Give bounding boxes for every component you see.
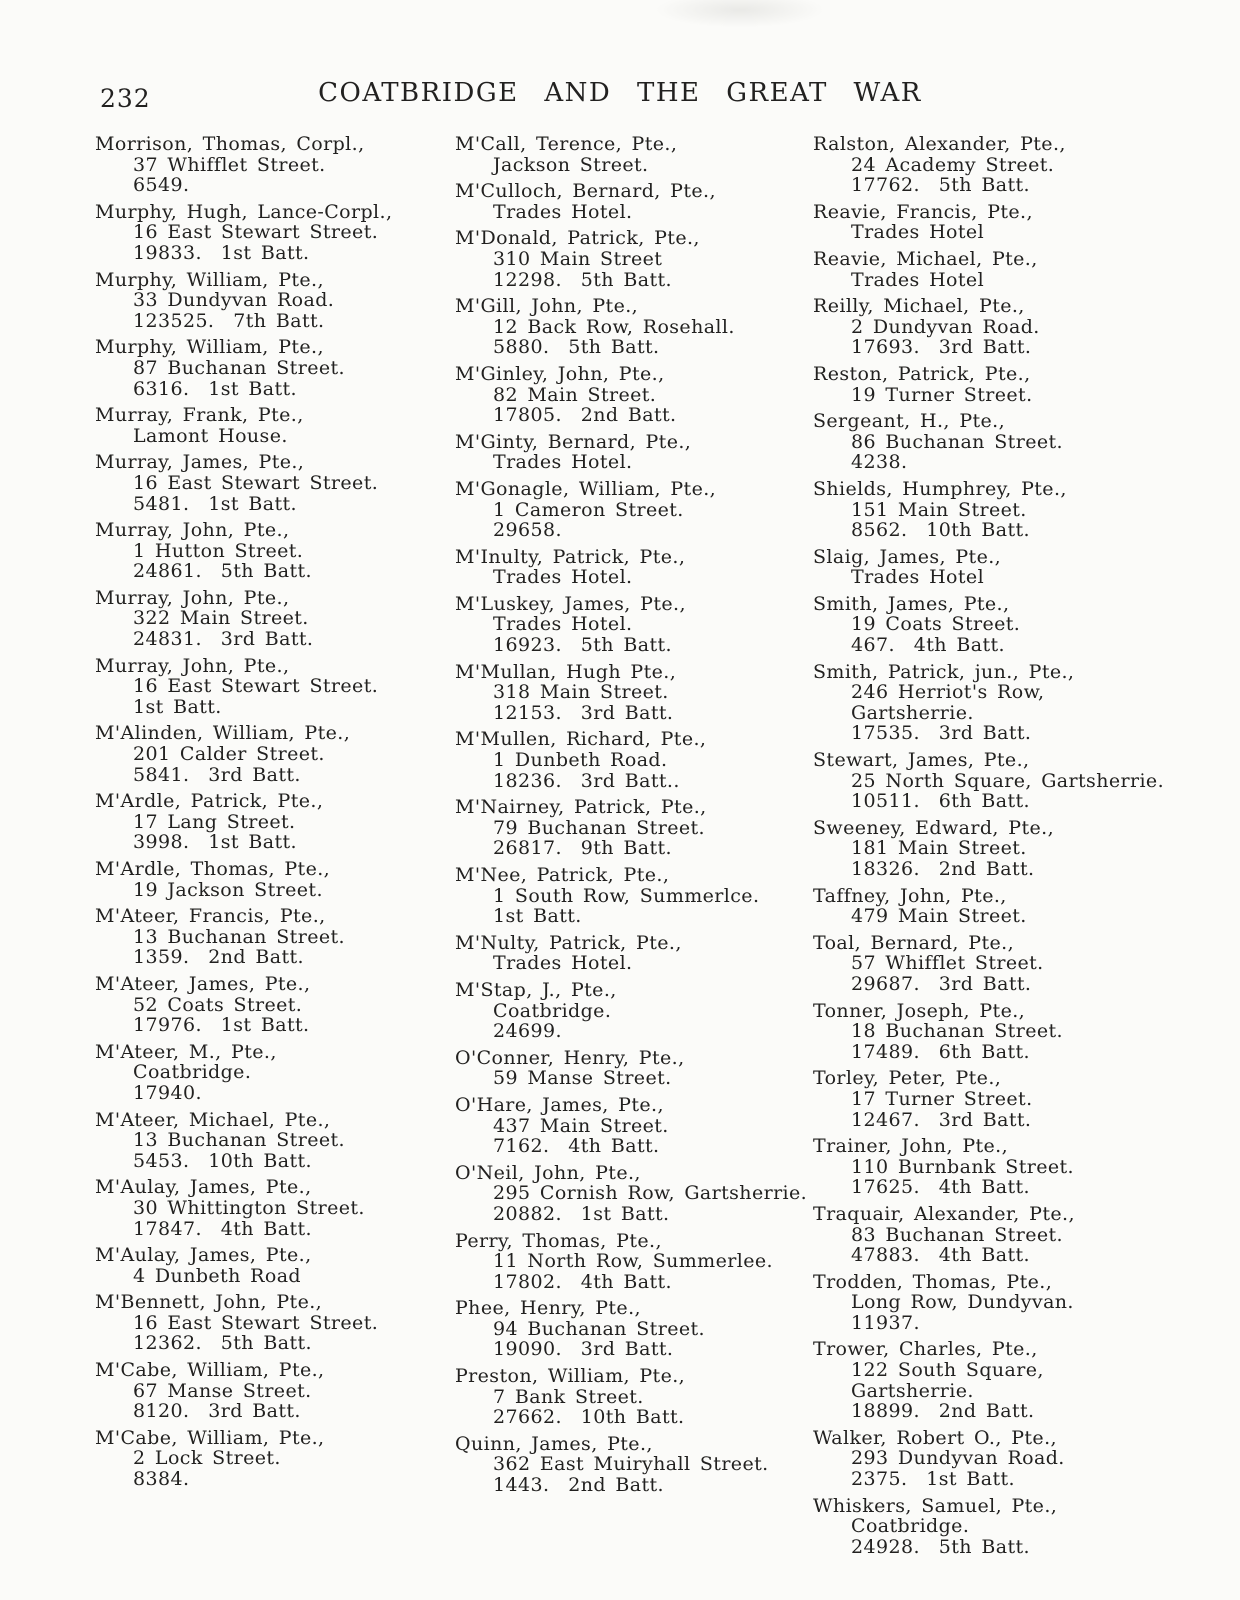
entry-detail-line: 123525. 7th Batt.: [133, 309, 325, 332]
entry-detail-line: Long Row, Dundyvan.: [851, 1291, 1074, 1314]
entry-detail-line: Trades Hotel.: [493, 566, 633, 589]
roll-entry: [95, 791, 455, 853]
entry-detail-line: 1443. 2nd Batt.: [493, 1474, 664, 1497]
entry-detail-line: Trades Hotel.: [493, 451, 633, 474]
entry-detail-line: 12298. 5th Batt.: [493, 268, 672, 291]
entry-detail-line: 110 Burnbank Street.: [851, 1155, 1074, 1178]
entry-detail-line: 2375. 1st Batt.: [851, 1468, 1015, 1491]
roll-entry: [455, 1048, 813, 1089]
entry-detail-line: 86 Buchanan Street.: [851, 430, 1063, 453]
roll-entry: [95, 202, 455, 264]
entry-detail-line: 16 East Stewart Street.: [133, 471, 379, 494]
roll-entry: [813, 134, 1170, 196]
entry-name-line: M'Ardle, Patrick, Pte.,: [95, 790, 324, 813]
entry-detail-line: 18 Buchanan Street.: [851, 1020, 1063, 1043]
entry-name-line: Reilly, Michael, Pte.,: [813, 295, 1025, 318]
roll-entry: [813, 364, 1170, 405]
entry-name-line: M'Ateer, M., Pte.,: [95, 1040, 277, 1063]
roll-entry: [813, 1204, 1170, 1266]
entry-name-line: M'Ardle, Thomas, Pte.,: [95, 858, 331, 880]
entry-detail-line: Trades Hotel.: [493, 952, 633, 975]
entry-name-line: Whiskers, Samuel, Pte.,: [813, 1494, 1058, 1517]
roll-column-3: [813, 134, 1170, 1563]
entry-detail-line: 1359. 2nd Batt.: [133, 946, 304, 969]
entry-detail-line: 8562. 10th Batt.: [851, 519, 1030, 542]
entry-detail-line: 6316. 1st Batt.: [133, 377, 297, 400]
entry-name-line: M'Nee, Patrick, Pte.,: [455, 864, 670, 886]
entry-detail-line: 82 Main Street.: [493, 383, 657, 406]
entry-name-line: Murphy, William, Pte.,: [95, 336, 324, 359]
entry-name-line: Sweeney, Edward, Pte.,: [813, 816, 1055, 839]
entry-name-line: Stewart, James, Pte.,: [813, 749, 1030, 772]
entry-name-line: Murphy, William, Pte.,: [95, 268, 324, 291]
entry-detail-line: 57 Whifflet Street.: [851, 952, 1044, 975]
entry-detail-line: 87 Buchanan Street.: [133, 356, 345, 379]
entry-detail-line: 1 South Row, Summerlce.: [493, 884, 760, 907]
entry-detail-line: 2 Lock Street.: [133, 1447, 281, 1470]
entry-name-line: Smith, James, Pte.,: [813, 592, 1010, 615]
entry-detail-line: 6549.: [133, 174, 190, 197]
roll-entry: [455, 228, 813, 290]
entry-detail-line: 67 Manse Street.: [133, 1379, 312, 1402]
roll-entry: [95, 859, 455, 900]
entry-name-line: M'Ginty, Bernard, Pte.,: [455, 430, 692, 453]
entry-detail-line: 322 Main Street.: [133, 607, 309, 630]
roll-entry: [455, 662, 813, 724]
roll-entry: [813, 1001, 1170, 1063]
entry-detail-line: 24831. 3rd Batt.: [133, 628, 314, 651]
roll-entry: [455, 547, 813, 588]
entry-name-line: Walker, Robert O., Pte.,: [813, 1426, 1057, 1449]
entry-name-line: M'Luskey, James, Pte.,: [455, 592, 686, 615]
entry-detail-line: 18326. 2nd Batt.: [851, 858, 1035, 880]
entry-name-line: M'Ateer, Michael, Pte.,: [95, 1108, 331, 1131]
roll-entry: [455, 1366, 813, 1428]
entry-detail-line: 479 Main Street.: [851, 905, 1027, 928]
entry-detail-line: 17693. 3rd Batt.: [851, 336, 1032, 359]
roll-entry: [813, 1136, 1170, 1198]
entry-name-line: M'Culloch, Bernard, Pte.,: [455, 180, 716, 203]
entry-detail-line: Coatbridge.: [133, 1061, 252, 1084]
entry-detail-line: 1 Cameron Street.: [493, 498, 684, 521]
roll-entry: [95, 1360, 455, 1422]
entry-detail-line: 17535. 3rd Batt.: [851, 722, 1032, 745]
roll-entry: [95, 1042, 455, 1104]
entry-name-line: O'Conner, Henry, Pte.,: [455, 1046, 685, 1069]
entry-detail-line: 19 Jackson Street.: [133, 878, 323, 901]
entry-name-line: Shields, Humphrey, Pte.,: [813, 477, 1067, 500]
entry-name-line: M'Inulty, Patrick, Pte.,: [455, 545, 686, 568]
roll-entry: [455, 980, 813, 1042]
entry-detail-line: 18899. 2nd Batt.: [851, 1400, 1035, 1423]
entry-detail-line: Trades Hotel: [851, 221, 985, 244]
entry-name-line: M'Aulay, James, Pte.,: [95, 1176, 312, 1199]
entry-name-line: M'Ateer, James, Pte.,: [95, 972, 311, 995]
roll-entry: [95, 405, 455, 446]
entry-detail-line: 29658.: [493, 519, 562, 542]
page-title: COATBRIDGE AND THE GREAT WAR: [318, 78, 922, 108]
roll-entry: [813, 249, 1170, 290]
roll-entry: [95, 1292, 455, 1354]
roll-entry: [813, 886, 1170, 927]
roll-entry: [95, 270, 455, 332]
entry-detail-line: 17940.: [133, 1081, 202, 1104]
entry-detail-line: 5841. 3rd Batt.: [133, 763, 301, 786]
entry-detail-line: 12 Back Row, Rosehall.: [493, 315, 735, 338]
entry-detail-line: 17 Turner Street.: [851, 1087, 1033, 1110]
roll-entry: [95, 520, 455, 582]
entry-detail-line: 10511. 6th Batt.: [851, 790, 1030, 813]
entry-detail-line: 362 East Muiryhall Street.: [493, 1453, 769, 1476]
entry-name-line: Reavie, Francis, Pte.,: [813, 200, 1033, 223]
entry-detail-line: 17847. 4th Batt.: [133, 1217, 312, 1240]
entry-name-line: Murray, John, Pte.,: [95, 586, 290, 609]
entry-detail-line: 17489. 6th Batt.: [851, 1040, 1030, 1063]
entry-detail-line: 19090. 3rd Batt.: [493, 1338, 674, 1361]
entry-detail-line: 33 Dundyvan Road.: [133, 289, 335, 312]
entry-name-line: M'Ginley, John, Pte.,: [455, 362, 665, 385]
entry-detail-line: 12153. 3rd Batt.: [493, 701, 674, 724]
entry-name-line: O'Neil, John, Pte.,: [455, 1161, 641, 1184]
entry-detail-line: 11937.: [851, 1311, 920, 1334]
entry-detail-line: 1st Batt.: [493, 905, 582, 928]
entry-detail-line: Coatbridge.: [851, 1515, 970, 1538]
entry-detail-line: 7 Bank Street.: [493, 1385, 644, 1408]
entry-name-line: Traquair, Alexander, Pte.,: [813, 1202, 1075, 1225]
entry-detail-line: 25 North Square, Gartsherrie.: [851, 769, 1165, 792]
entry-detail-line: 437 Main Street.: [493, 1114, 669, 1137]
entry-name-line: Murray, Frank, Pte.,: [95, 404, 304, 427]
roll-entry: [95, 1110, 455, 1172]
entry-detail-line: 20882. 1st Batt.: [493, 1202, 670, 1225]
roll-columns: [95, 134, 1170, 1563]
roll-entry: [455, 296, 813, 358]
entry-detail-line: 83 Buchanan Street.: [851, 1223, 1063, 1246]
entry-name-line: Toal, Bernard, Pte.,: [813, 931, 1015, 954]
entry-name-line: Trainer, John, Pte.,: [813, 1135, 1009, 1158]
entry-detail-line: 79 Buchanan Street.: [493, 816, 705, 839]
entry-detail-line: 12467. 3rd Batt.: [851, 1108, 1032, 1131]
entry-name-line: Ralston, Alexander, Pte.,: [813, 133, 1066, 155]
entry-name-line: Smith, Patrick, jun., Pte.,: [813, 660, 1075, 683]
roll-entry: [813, 1496, 1170, 1558]
entry-detail-line: 17 Lang Street.: [133, 810, 296, 833]
entry-name-line: M'Stap, J., Pte.,: [455, 978, 617, 1001]
entry-name-line: M'Gonagle, William, Pte.,: [455, 477, 717, 500]
entry-detail-line: 17625. 4th Batt.: [851, 1176, 1030, 1199]
roll-entry: [95, 723, 455, 785]
roll-entry: [455, 1163, 813, 1225]
entry-detail-line: 37 Whifflet Street.: [133, 153, 326, 176]
entry-name-line: M'Mullan, Hugh Pte.,: [455, 660, 677, 683]
roll-entry: [95, 1177, 455, 1239]
entry-name-line: Torley, Peter, Pte.,: [813, 1067, 1002, 1090]
roll-entry: [813, 547, 1170, 588]
entry-detail-line: 17976. 1st Batt.: [133, 1014, 310, 1037]
entry-name-line: M'Donald, Patrick, Pte.,: [455, 227, 700, 250]
roll-entry: [455, 933, 813, 974]
entry-detail-line: 8384.: [133, 1468, 190, 1491]
entry-detail-line: 27662. 10th Batt.: [493, 1406, 685, 1429]
entry-detail-line: 310 Main Street: [493, 247, 663, 270]
entry-detail-line: 3998. 1st Batt.: [133, 831, 297, 854]
entry-detail-line: 318 Main Street.: [493, 681, 669, 704]
entry-detail-line: 19 Turner Street.: [851, 383, 1033, 406]
roll-entry: [813, 662, 1170, 744]
entry-name-line: O'Hare, James, Pte.,: [455, 1093, 664, 1116]
entry-name-line: Morrison, Thomas, Corpl.,: [95, 133, 365, 155]
entry-detail-line: 295 Cornish Row, Gartsherrie.: [493, 1182, 808, 1205]
entry-detail-line: 29687. 3rd Batt.: [851, 972, 1032, 995]
entry-detail-line: 181 Main Street.: [851, 837, 1027, 860]
entry-detail-line: 7162. 4th Batt.: [493, 1135, 660, 1158]
roll-entry: [95, 588, 455, 650]
roll-entry: [95, 452, 455, 514]
roll-entry: [455, 364, 813, 426]
entry-detail-line: 47883. 4th Batt.: [851, 1244, 1030, 1267]
roll-entry: [455, 797, 813, 859]
roll-entry: [455, 479, 813, 541]
entry-name-line: M'Nairney, Patrick, Pte.,: [455, 796, 707, 819]
entry-name-line: Reston, Patrick, Pte.,: [813, 362, 1031, 385]
entry-name-line: Quinn, James, Pte.,: [455, 1432, 653, 1455]
entry-detail-line: 30 Whittington Street.: [133, 1196, 365, 1219]
roll-entry: [813, 1068, 1170, 1130]
entry-detail-line: 94 Buchanan Street.: [493, 1317, 705, 1340]
roll-entry: [95, 974, 455, 1036]
entry-name-line: Murphy, Hugh, Lance-Corpl.,: [95, 200, 393, 223]
entry-name-line: Reavie, Michael, Pte.,: [813, 247, 1038, 270]
entry-detail-line: 8120. 3rd Batt.: [133, 1400, 301, 1423]
entry-detail-line: 52 Coats Street.: [133, 993, 303, 1016]
entry-detail-line: 293 Dundyvan Road.: [851, 1447, 1065, 1470]
entry-detail-line: 4 Dunbeth Road: [133, 1264, 301, 1287]
entry-detail-line: 17802. 4th Batt.: [493, 1270, 672, 1293]
entry-detail-line: 16923. 5th Batt.: [493, 634, 672, 657]
entry-name-line: M'Aulay, James, Pte.,: [95, 1244, 312, 1267]
entry-detail-line: 1 Hutton Street.: [133, 539, 304, 562]
entry-detail-line: 24699.: [493, 1020, 562, 1043]
roll-entry: [455, 594, 813, 656]
entry-detail-line: 5481. 1st Batt.: [133, 492, 297, 515]
entry-detail-line: Trades Hotel.: [493, 613, 633, 636]
entry-detail-line: 59 Manse Street.: [493, 1067, 672, 1090]
entry-name-line: M'Cabe, William, Pte.,: [95, 1426, 325, 1449]
roll-entry: [455, 181, 813, 222]
entry-name-line: M'Ateer, Francis, Pte.,: [95, 905, 326, 928]
entry-detail-line: 16 East Stewart Street.: [133, 675, 379, 698]
entry-name-line: Preston, William, Pte.,: [455, 1365, 686, 1388]
roll-entry: [813, 411, 1170, 473]
page-number: 232: [100, 84, 151, 113]
roll-entry: [95, 1245, 455, 1286]
roll-entry: [455, 865, 813, 927]
roll-entry: [455, 1434, 813, 1496]
roll-entry: [813, 1339, 1170, 1421]
roll-entry: [813, 818, 1170, 880]
entry-detail-line: 13 Buchanan Street.: [133, 925, 345, 948]
entry-name-line: Slaig, James, Pte.,: [813, 545, 1002, 568]
entry-detail-line: 19833. 1st Batt.: [133, 241, 310, 264]
roll-entry: [455, 1231, 813, 1293]
roll-entry: [813, 296, 1170, 358]
entry-name-line: Trodden, Thomas, Pte.,: [813, 1270, 1053, 1293]
entry-detail-line: Trades Hotel: [851, 566, 985, 589]
roll-entry: [455, 134, 813, 175]
roll-entry: [95, 1428, 455, 1490]
entry-detail-line: Jackson Street.: [493, 153, 649, 176]
entry-name-line: Sergeant, H., Pte.,: [813, 410, 1006, 433]
entry-detail-line: 17762. 5th Batt.: [851, 174, 1030, 197]
entry-detail-line: 24861. 5th Batt.: [133, 560, 312, 583]
entry-detail-line: 11 North Row, Summerlee.: [493, 1250, 773, 1273]
entry-name-line: Murray, John, Pte.,: [95, 654, 290, 677]
entry-detail-line: 201 Calder Street.: [133, 743, 325, 766]
roll-column-1: [95, 134, 455, 1563]
entry-name-line: Trower, Charles, Pte.,: [813, 1338, 1038, 1361]
entry-name-line: Taffney, John, Pte.,: [813, 884, 1007, 907]
entry-detail-line: 122 South Square, Gartsherrie.: [851, 1359, 1054, 1402]
roll-entry: [813, 202, 1170, 243]
entry-name-line: Perry, Thomas, Pte.,: [455, 1229, 662, 1252]
roll-entry: [455, 1298, 813, 1360]
entry-detail-line: 1 Dunbeth Road.: [493, 749, 668, 772]
roll-entry: [95, 906, 455, 968]
entry-detail-line: Trades Hotel.: [493, 200, 633, 223]
roll-entry: [813, 594, 1170, 656]
roll-entry: [95, 656, 455, 718]
entry-detail-line: 18236. 3rd Batt..: [493, 769, 680, 792]
entry-detail-line: 13 Buchanan Street.: [133, 1129, 345, 1152]
entry-detail-line: 16 East Stewart Street.: [133, 221, 379, 244]
roll-entry: [813, 933, 1170, 995]
entry-name-line: M'Bennett, John, Pte.,: [95, 1291, 323, 1314]
entry-detail-line: Coatbridge.: [493, 999, 612, 1022]
entry-detail-line: 5453. 10th Batt.: [133, 1149, 312, 1172]
roll-entry: [455, 432, 813, 473]
entry-name-line: Murray, John, Pte.,: [95, 519, 290, 542]
entry-name-line: M'Nulty, Patrick, Pte.,: [455, 931, 682, 954]
entry-name-line: M'Alinden, William, Pte.,: [95, 722, 351, 745]
roll-column-2: [455, 134, 813, 1563]
entry-name-line: M'Cabe, William, Pte.,: [95, 1359, 325, 1382]
roll-entry: [95, 134, 455, 196]
entry-detail-line: 1st Batt.: [133, 695, 222, 718]
entry-detail-line: 12362. 5th Batt.: [133, 1332, 312, 1355]
entry-detail-line: 2 Dundyvan Road.: [851, 315, 1040, 338]
entry-name-line: Phee, Henry, Pte.,: [455, 1297, 641, 1320]
entry-detail-line: 26817. 9th Batt.: [493, 837, 672, 860]
entry-name-line: Tonner, Joseph, Pte.,: [813, 999, 1026, 1022]
roll-entry: [813, 1428, 1170, 1490]
entry-name-line: M'Mullen, Richard, Pte.,: [455, 728, 707, 751]
entry-detail-line: 4238.: [851, 451, 908, 474]
entry-detail-line: 5880. 5th Batt.: [493, 336, 660, 359]
entry-name-line: Murray, James, Pte.,: [95, 451, 305, 474]
entry-name-line: M'Call, Terence, Pte.,: [455, 133, 678, 155]
entry-name-line: M'Gill, John, Pte.,: [455, 295, 639, 318]
roll-entry: [813, 1272, 1170, 1334]
roll-entry: [95, 337, 455, 399]
roll-entry: [455, 729, 813, 791]
roll-entry: [813, 750, 1170, 812]
entry-detail-line: Lamont House.: [133, 424, 288, 447]
entry-detail-line: 467. 4th Batt.: [851, 634, 1005, 657]
entry-detail-line: 24928. 5th Batt.: [851, 1535, 1030, 1558]
roll-entry: [813, 479, 1170, 541]
entry-detail-line: 17805. 2nd Batt.: [493, 404, 677, 427]
entry-detail-line: 16 East Stewart Street.: [133, 1311, 379, 1334]
entry-detail-line: 151 Main Street.: [851, 498, 1027, 521]
entry-detail-line: 24 Academy Street.: [851, 153, 1055, 176]
entry-detail-line: 246 Herriot's Row, Gartsherrie.: [851, 681, 1054, 724]
roll-entry: [455, 1095, 813, 1157]
entry-detail-line: 19 Coats Street.: [851, 613, 1021, 636]
entry-detail-line: Trades Hotel: [851, 268, 985, 291]
